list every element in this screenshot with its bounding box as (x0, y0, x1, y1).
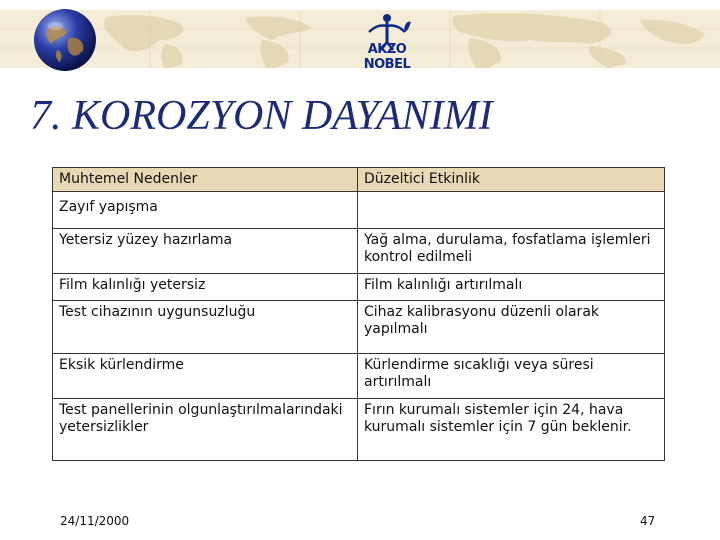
footer-date: 24/11/2000 (60, 514, 130, 528)
table-row (53, 274, 665, 301)
header-cell-causes: Muhtemel Nedenler (53, 168, 358, 192)
table-cell: Yağ alma, durulama, fosfatlama işlemleri kontrol edilmeli (358, 229, 665, 274)
table-header-row (53, 168, 665, 192)
table-cell (358, 192, 665, 229)
page-number: 47 (640, 514, 656, 528)
table-row (53, 192, 665, 229)
page-title: 7. KOROZYON DAYANIMI (30, 93, 493, 139)
causes-actions-table (52, 167, 665, 461)
table-row (53, 354, 665, 399)
table-cell: Yetersiz yüzey hazırlama (53, 229, 358, 274)
table-cell: Fırın kurumalı sistemler için 24, hava kurumalı sistemler için 7 gün beklenir. (358, 399, 665, 461)
table-cell: Kürlendirme sıcaklığı veya süresi artırılmalı (358, 354, 665, 399)
table-cell: Zayıf yapışma (53, 192, 358, 229)
table-cell: Test cihazının uygunsuzluğu (53, 301, 358, 354)
table-cell: Film kalınlığı artırılmalı (358, 274, 665, 301)
globe-icon (33, 8, 97, 72)
table-row (53, 301, 665, 354)
table-cell: Test panellerinin olgunlaştırılmalarındaki yetersizlikler (53, 399, 358, 461)
logo-text: AKZO NOBEL (363, 42, 411, 72)
table-row (53, 229, 665, 274)
table-row (53, 399, 665, 461)
table-cell: Cihaz kalibrasyonu düzenli olarak yapılmalı (358, 301, 665, 354)
header-cell-actions: Düzeltici Etkinlik (358, 168, 665, 192)
table-cell: Eksik kürlendirme (53, 354, 358, 399)
table-cell: Film kalınlığı yetersiz (53, 274, 358, 301)
